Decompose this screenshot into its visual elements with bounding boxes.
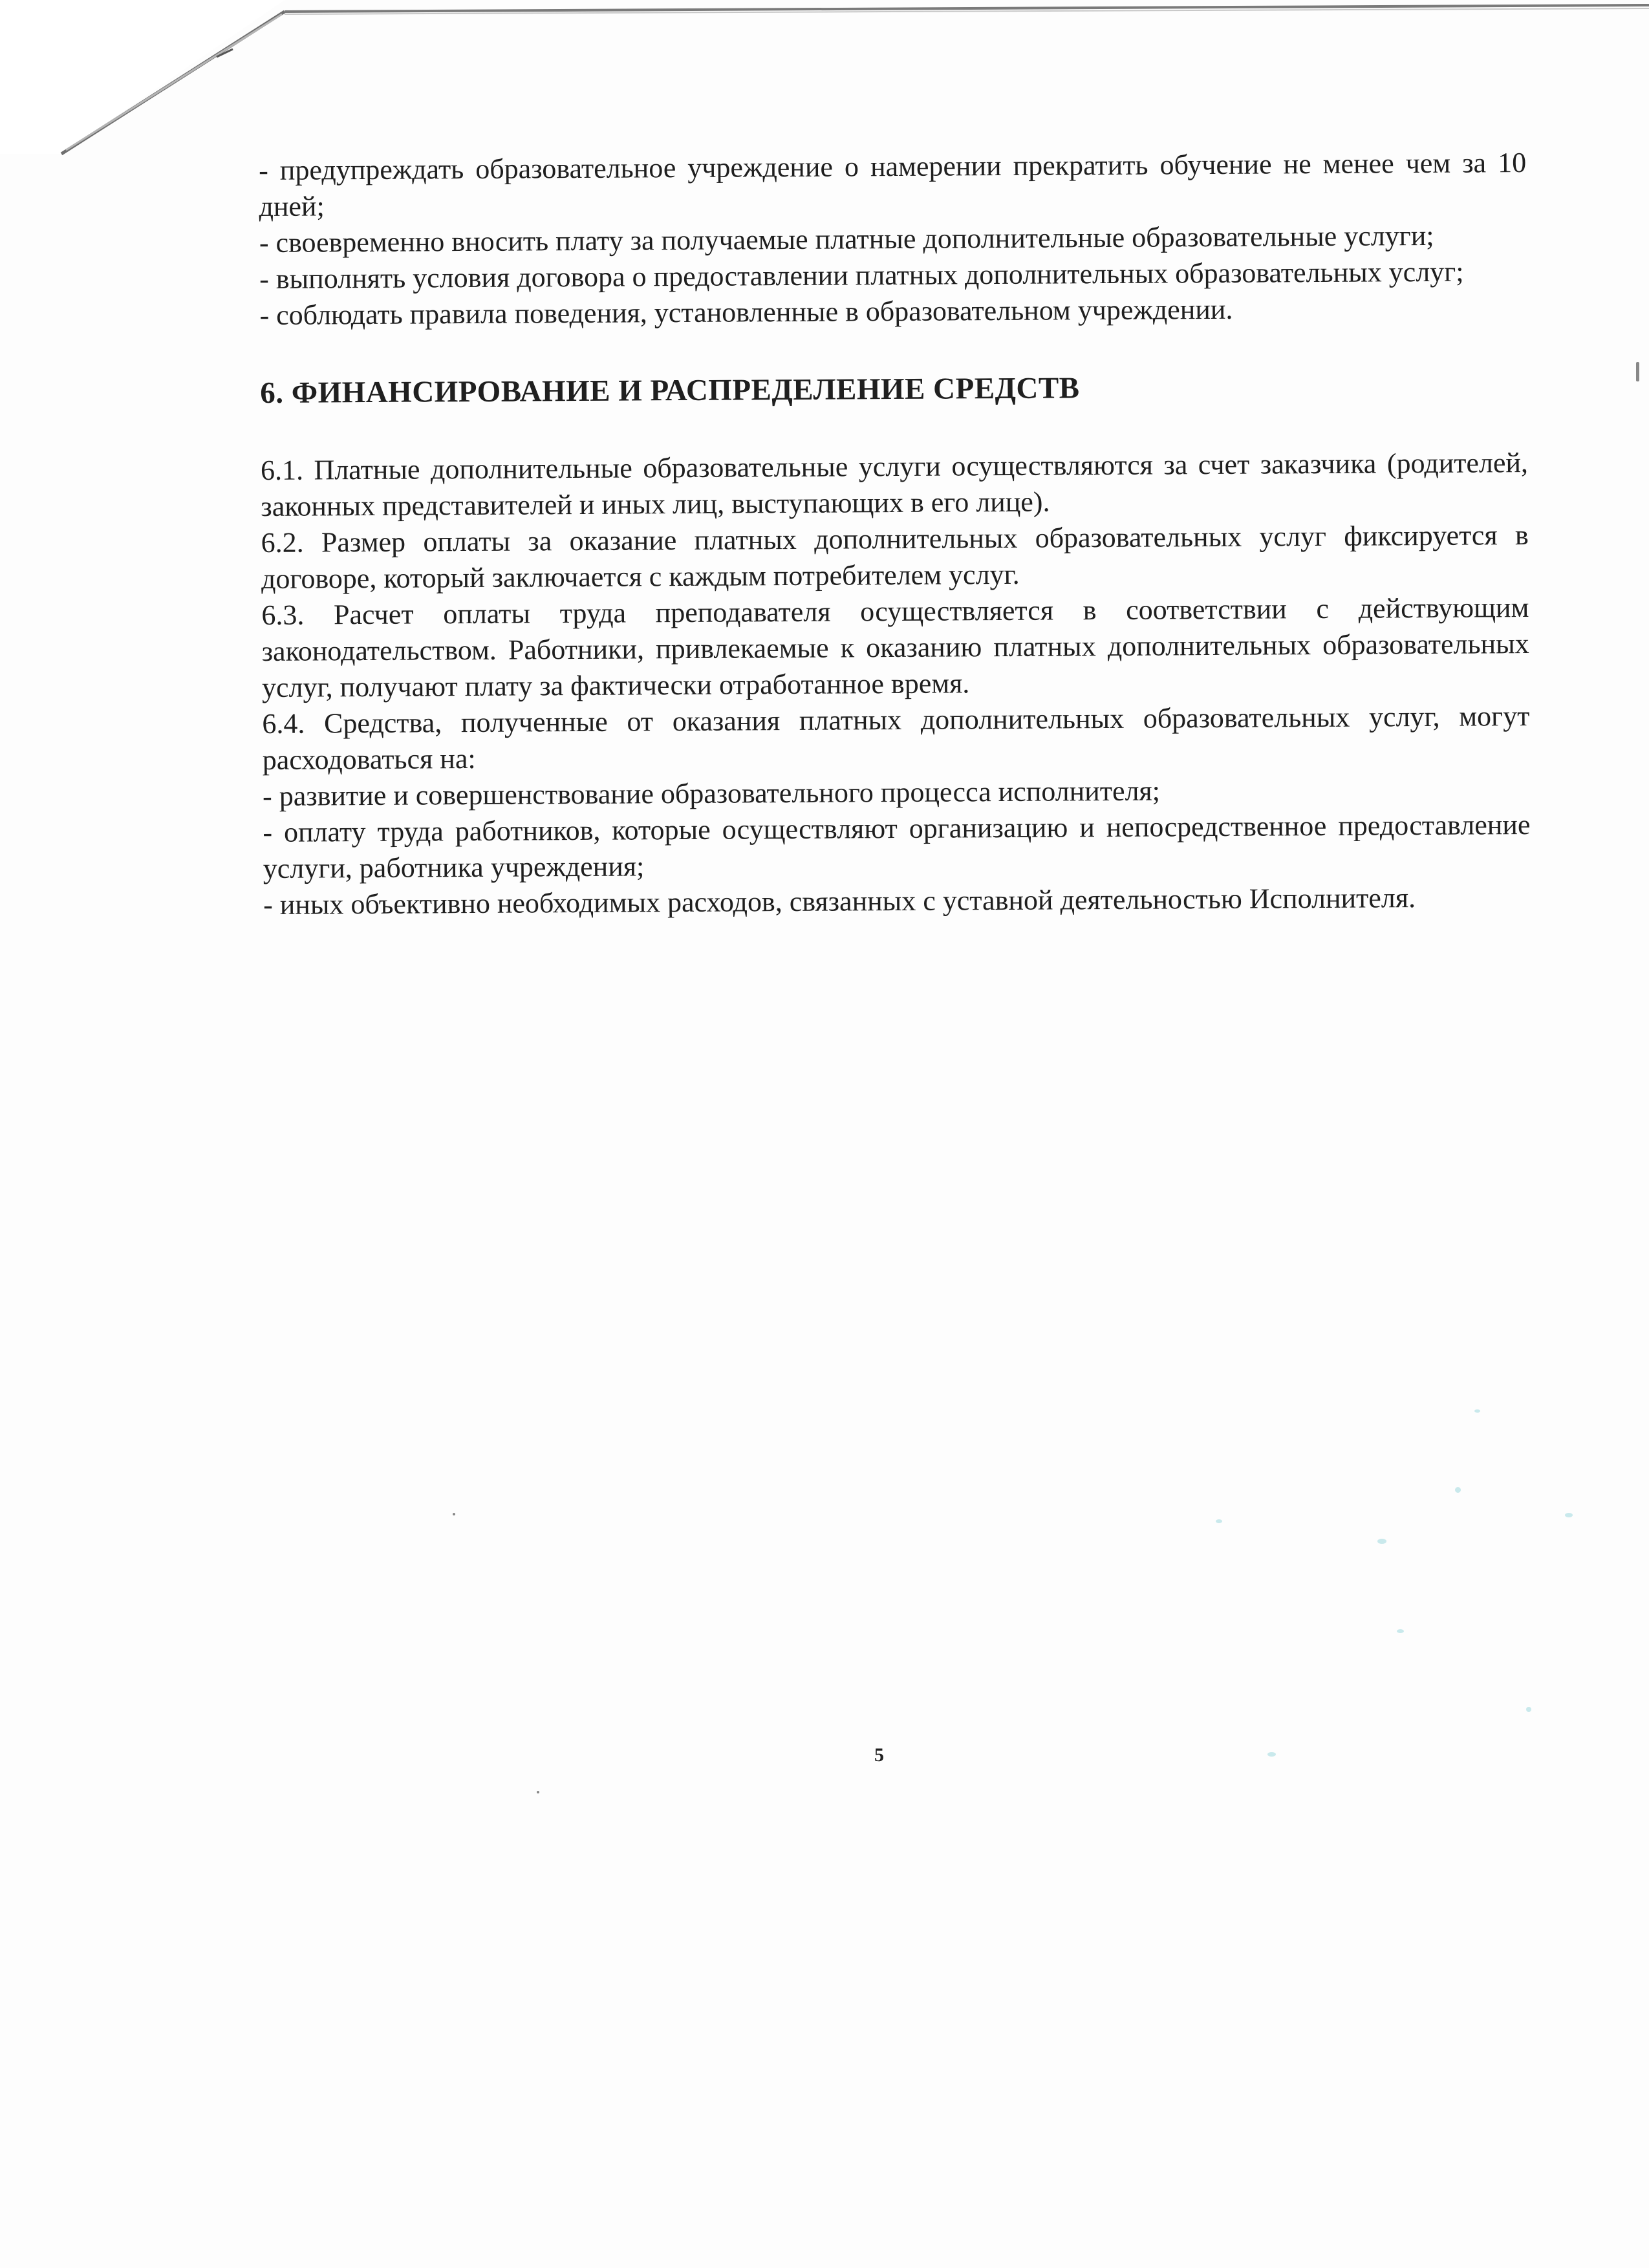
scan-speck (1526, 1707, 1531, 1712)
list-item: - развитие и совершенствование образовательного процесса исполнителя; (262, 775, 1161, 812)
obligation-item: - предупреждать образовательное учреждение о намерении прекратить обучение не менее чем за 10 дней; (259, 147, 1527, 222)
obligation-item: - своевременно вносить плату за получаемые платные дополнительные образовательные услуги; (259, 219, 1434, 259)
list-item: - иных объективно необходимых расходов, связанных с уставной деятельностью Исполнителя. (263, 882, 1416, 921)
folded-corner-edge (0, 0, 1649, 168)
scan-speck (1636, 362, 1639, 381)
scan-speck (1397, 1629, 1404, 1633)
scan-speck (537, 1791, 539, 1793)
scan-speck (1377, 1539, 1386, 1544)
scan-speck (453, 1513, 455, 1515)
section-6-body (261, 445, 1531, 923)
paragraph-6-3: 6.3. Расчет оплаты труда преподавателя осуществляется в соответствии с действующим законодательством. Работники, привлекаемые к оказанию платных дополнительных образовательных услуг, получают плату за фактически отработанное время. (261, 592, 1529, 703)
paragraph-6-1: 6.1. Платные дополнительные образовательные услуги осуществляются за счет заказчика (родителей, законных представителей и иных лиц, выступающих в его лице). (260, 447, 1529, 522)
scan-speck (1565, 1513, 1573, 1517)
scan-speck (1474, 1409, 1480, 1413)
obligation-item: - соблюдать правила поведения, установленные в образовательном учреждении. (259, 293, 1233, 331)
list-item: - оплату труда работников, которые осуществляют организацию и непосредственное предоставление услуги, работника учреждения; (263, 809, 1531, 884)
paragraph-6-4: 6.4. Средства, полученные от оказания платных дополнительных образовательных услуг, могут расходоваться на: (262, 700, 1530, 776)
obligation-item: - выполнять условия договора о предоставлении платных дополнительных образовательных услуг; (259, 255, 1464, 295)
page-number: 5 (874, 1744, 884, 1766)
scan-speck (1216, 1519, 1222, 1523)
paragraph-6-2: 6.2. Размер оплаты за оказание платных дополнительных образовательных услуг фиксируется в договоре, который заключается с каждым потребителем услуг. (261, 519, 1529, 595)
obligations-list (259, 145, 1527, 334)
scan-speck (1267, 1752, 1276, 1757)
section-heading: 6. ФИНАНСИРОВАНИЕ И РАСПРЕДЕЛЕНИЕ СРЕДСТВ (260, 371, 1080, 410)
scan-speck (1455, 1487, 1461, 1493)
document-body (259, 145, 1531, 923)
